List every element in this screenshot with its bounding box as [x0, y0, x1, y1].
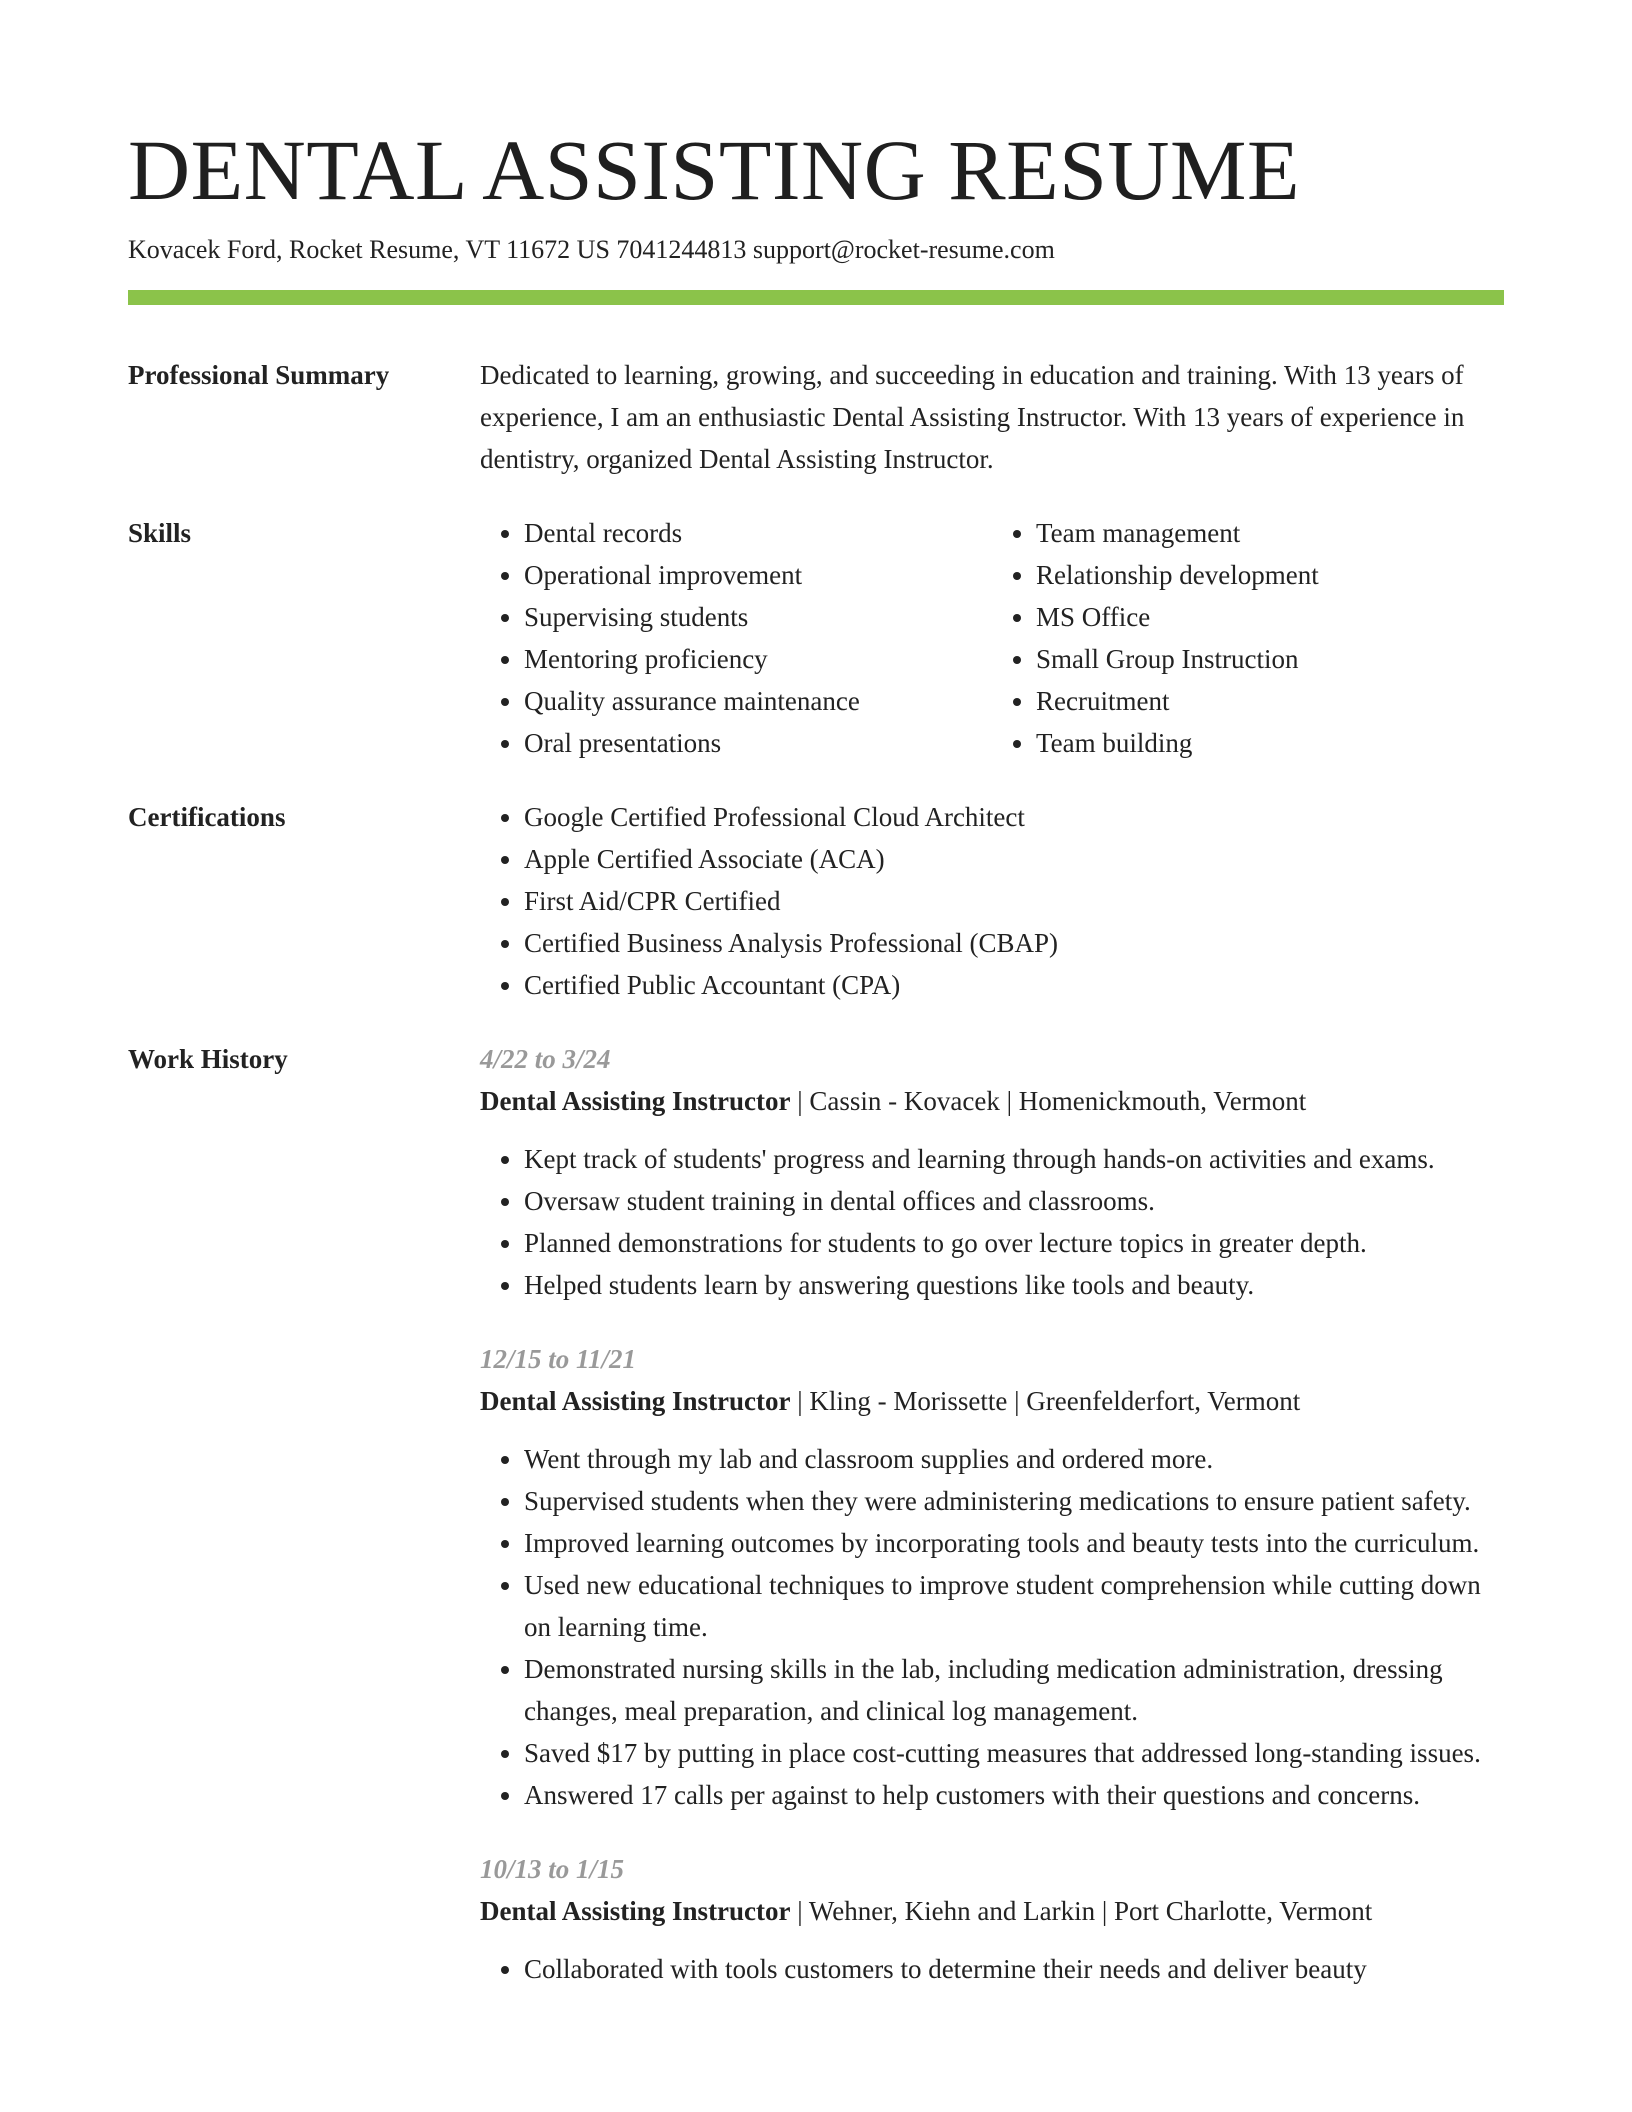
job-dates: 4/22 to 3/24: [480, 1044, 611, 1074]
job-bullet: • Collaborated with tools customers to determine their needs and deliver beauty: [524, 1948, 1504, 1990]
skills-columns: [480, 512, 1504, 764]
resume-title: DENTAL ASSISTING RESUME: [128, 122, 1301, 218]
job-bullets: [480, 1138, 1504, 1306]
job-bullet: • Helped students learn by answering questions like tools and beauty.: [524, 1264, 1504, 1306]
job-title-line: [480, 1080, 1504, 1122]
job-bullet: • Answered 17 calls per against to help customers with their questions and concerns.: [524, 1774, 1504, 1816]
job-entry: [480, 1338, 1504, 1816]
skill-item: • Relationship development: [1036, 554, 1504, 596]
job-company-location: | Wehner, Kiehn and Larkin | Port Charlotte, Vermont: [790, 1896, 1373, 1926]
job-title: Dental Assisting Instructor: [480, 1386, 791, 1416]
work-history-body: [480, 1038, 1504, 1990]
certification-item: • Google Certified Professional Cloud Architect: [524, 796, 1504, 838]
certification-item: • Certified Public Accountant (CPA): [524, 964, 1504, 1006]
job-dates: 12/15 to 11/21: [480, 1344, 637, 1374]
job-bullet: • Kept track of students' progress and learning through hands-on activities and exams.: [524, 1138, 1504, 1180]
job-title-line: [480, 1380, 1504, 1422]
resume-page: [128, 120, 1504, 1990]
certification-item: • First Aid/CPR Certified: [524, 880, 1504, 922]
work-history-section: [128, 1038, 1504, 1990]
job-company-location: | Kling - Morissette | Greenfelderfort, Vermont: [790, 1386, 1301, 1416]
job-bullet: • Saved $17 by putting in place cost-cutting measures that addressed long-standing issues.: [524, 1732, 1504, 1774]
skill-item: • Mentoring proficiency: [524, 638, 992, 680]
section-label-work-history: Work History: [128, 1044, 288, 1074]
certifications-section: [128, 796, 1504, 1006]
accent-divider: [128, 290, 1504, 305]
job-bullet: • Used new educational techniques to improve student comprehension while cutting down on learning time.: [524, 1564, 1504, 1648]
job-company-location: | Cassin - Kovacek | Homenickmouth, Vermont: [790, 1086, 1307, 1116]
certifications-list: [480, 796, 1504, 1006]
section-label-certifications: Certifications: [128, 802, 286, 832]
certification-item: • Certified Business Analysis Professional (CBAP): [524, 922, 1504, 964]
skill-item: • Small Group Instruction: [1036, 638, 1504, 680]
job-bullet: • Planned demonstrations for students to go over lecture topics in greater depth.: [524, 1222, 1504, 1264]
skill-item: • Oral presentations: [524, 722, 992, 764]
job-bullets: [480, 1438, 1504, 1816]
skill-item: • Recruitment: [1036, 680, 1504, 722]
job-bullet: • Demonstrated nursing skills in the lab, including medication administration, dressing changes, meal preparation, and clinical log management.: [524, 1648, 1504, 1732]
job-bullet: • Went through my lab and classroom supplies and ordered more.: [524, 1438, 1504, 1480]
skill-item: • MS Office: [1036, 596, 1504, 638]
skills-list-left: [480, 512, 992, 764]
skills-section: [128, 512, 1504, 764]
job-title: Dental Assisting Instructor: [480, 1896, 791, 1926]
skill-item: • Quality assurance maintenance: [524, 680, 992, 722]
skill-item: • Dental records: [524, 512, 992, 554]
skills-list-right: [992, 512, 1504, 764]
job-bullets: [480, 1948, 1504, 1990]
contact-line: Kovacek Ford, Rocket Resume, VT 11672 US 7041244813 support@rocket-resume.com: [128, 235, 1055, 264]
professional-summary-section: [128, 354, 1504, 480]
job-bullet: • Supervised students when they were administering medications to ensure patient safety.: [524, 1480, 1504, 1522]
certification-item: • Apple Certified Associate (ACA): [524, 838, 1504, 880]
job-title: Dental Assisting Instructor: [480, 1086, 791, 1116]
job-entry: [480, 1038, 1504, 1306]
summary-text: Dedicated to learning, growing, and succeeding in education and training. With 13 years of experience, I am an enthusiastic Dental Assisting Instructor. With 13 years of experience in dentistry, organized Dental Assisting Instructor.: [480, 360, 1465, 474]
job-dates: 10/13 to 1/15: [480, 1854, 625, 1884]
job-bullet: • Improved learning outcomes by incorporating tools and beauty tests into the curriculum.: [524, 1522, 1504, 1564]
certifications-body: [480, 796, 1504, 1006]
skill-item: • Supervising students: [524, 596, 992, 638]
skill-item: • Team management: [1036, 512, 1504, 554]
skill-item: • Team building: [1036, 722, 1504, 764]
section-label-summary: Professional Summary: [128, 360, 390, 390]
job-title-line: [480, 1890, 1504, 1932]
section-label-skills: Skills: [128, 518, 192, 548]
job-entry: [480, 1848, 1504, 1990]
summary-body: [480, 354, 1504, 480]
job-bullet: • Oversaw student training in dental offices and classrooms.: [524, 1180, 1504, 1222]
skill-item: • Operational improvement: [524, 554, 992, 596]
